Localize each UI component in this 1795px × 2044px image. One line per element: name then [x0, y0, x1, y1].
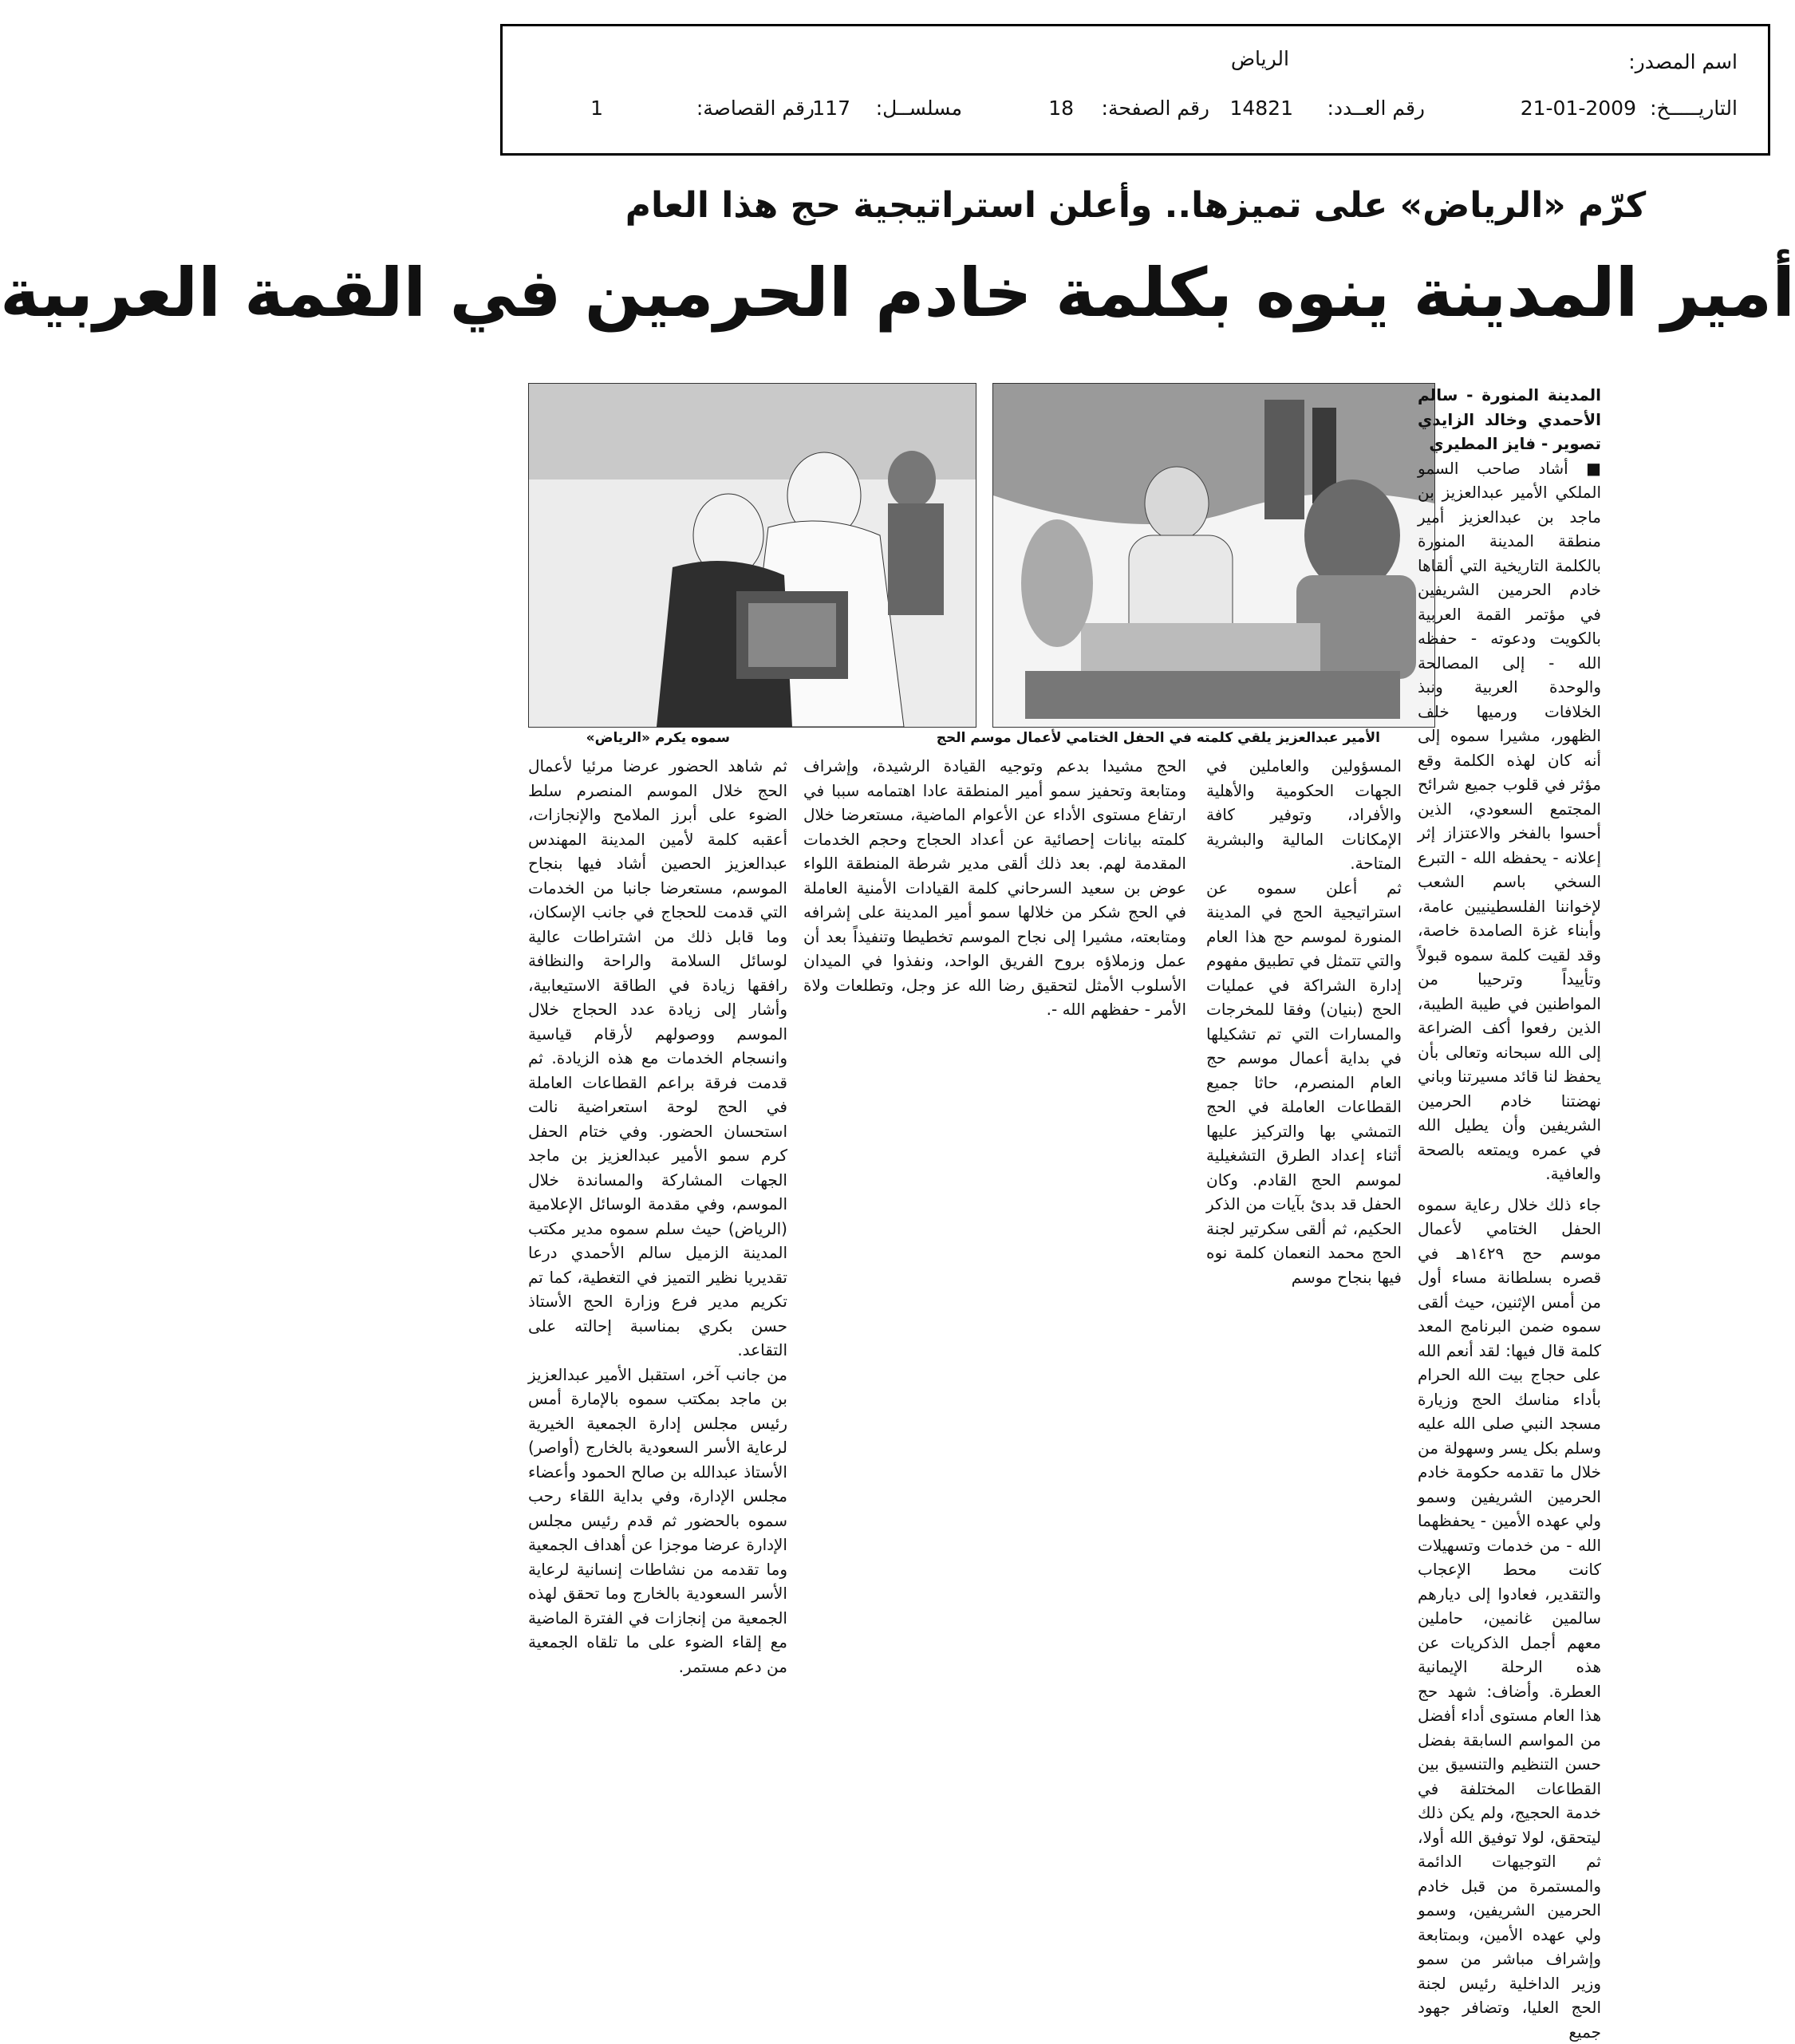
issue-label: رقم العــدد:: [1327, 97, 1425, 120]
col2-paragraph-1: المسؤولين والعاملين في الجهات الحكومية والأهلية والأفراد، وتوفير كافة الإمكانات المالية والبشرية المتاحة.: [1206, 754, 1402, 876]
article-column-2: [1206, 754, 1402, 1033]
col1-paragraph-2: جاء ذلك خلال رعاية سموه الحفل الختامي لأعمال موسم حج ١٤٢٩هـ في قصره بسلطانة مساء أول من أمس الإثنين، حيث ألقى سموه ضمن البرنامج المعد كلمة قال فيها: لقد أنعم الله على حجاج بيت الله الحرام بأداء مناسك الحج وزيارة مسجد النبي صلى الله عليه وسلم بكل يسر وسهولة من خلال ما تقدمه حكومة خادم الحرمين الشريفين وسمو ولي عهده الأمين - يحفظهما الله - من خدمات وتسهيلات كانت محط الإعجاب والتقدير، فعادوا إلى ديارهم سالمين غانمين، حاملين معهم أجمل الذكريات عن هذه الرحلة الإيمانية العطرة. وأضاف: شهد حج هذا العام مستوى أداء أفضل من المواسم السابقة بفضل حسن التنظيم والتنسيق بين القطاعات المختلفة في خدمة الحجيج، ولم يكن ذلك ليتحقق، لولا توفيق الله أولا، ثم التوجيهات الدائمة والمستمرة من قبل خادم الحرمين الشريفين، وسمو ولي عهده الأمين، وبمتابعة وإشراف مباشر من سمو وزير الداخلية رئيس لجنة الحج العليا، وتضافر جهود جميع: [1418, 1193, 1601, 2044]
serial-value: 117: [812, 97, 850, 120]
article-column-4: [528, 754, 787, 1791]
source-name: الرياض: [1231, 47, 1289, 70]
page-value: 18: [1048, 97, 1074, 120]
clip-value: 1: [590, 97, 603, 120]
clip-label: رقم القصاصة:: [696, 97, 815, 120]
source-label: اسم المصدر:: [1628, 50, 1738, 73]
col2-paragraph-2: ثم أعلن سموه عن استراتيجية الحج في المدينة المنورة لموسم حج هذا العام والتي تتمثل في تطبيق مفهوم إدارة الشراكة في عمليات الحج (بنيان) وفقا للمخرجات والمسارات التي تم تشكيلها في بداية أعمال موسم حج العام المنصرم، حاثا جميع القطاعات العاملة في الحج التمشي بها والتركيز عليها أثناء إعداد الطرق التشغيلية لموسم الحج القادم. وكان الحفل قد بدئ بآيات من الذكر الحكيم، ثم ألقى سكرتير لجنة الحج محمد النعمان كلمة نوه فيها بنجاح موسم: [1206, 876, 1402, 1290]
col3-paragraph-1: الحج مشيدا بدعم وتوجيه القيادة الرشيدة، وإشراف ومتابعة وتحفيز سمو أمير المنطقة عادا اهتمامه سببا في ارتفاع مستوى الأداء عن الأعوام الماضية، مستعرضا خلال كلمته بيانات إحصائية عن أعداد الحجاج وحجم الخدمات المقدمة لهم. بعد ذلك ألقى مدير شرطة المنطقة اللواء عوض بن سعيد السرحاني كلمة القيادات الأمنية العاملة في الحج شكر من خلالها سمو أمير المدينة على إشرافه ومتابعته، مشيرا إلى نجاح الموسم تخطيطا وتنفيذاً بعد أن عمل وزملاؤه بروح الفريق الواحد، ونفذوا في الميدان الأسلوب الأمثل لتحقيق رضا الله عز وجل، وتطلعات ولاة الأمر - حفظهم الله -.: [803, 754, 1186, 1022]
article-kicker: كرّم «الرياض» على تميزها.. وأعلن استراتيجية حج هذا العام: [476, 185, 1795, 226]
issue-value: 14821: [1229, 97, 1293, 120]
photo-ceremony: [992, 383, 1435, 728]
col4-paragraph-2: من جانب آخر، استقبل الأمير عبدالعزيز بن ماجد بمكتب سموه بالإمارة أمس رئيس مجلس إدارة الجمعية الخيرية لرعاية الأسر السعودية بالخارج (أواصر) الأستاذ عبدالله بن صالح الحمود وأعضاء مجلس الإدارة، وفي بداية اللقاء رحب سموه بالحضور ثم قدم رئيس مجلس الإدارة عرضا موجزا عن أهداف الجمعية وما تقدمه من نشاطات إنسانية لرعاية الأسر السعودية بالخارج وما تحقق لهذه الجمعية من إنجازات في الفترة الماضية مع إلقاء الضوء على ما تلقاه الجمعية من دعم مستمر.: [528, 1363, 787, 1679]
page-label: رقم الصفحة:: [1102, 97, 1209, 120]
article-byline: المدينة المنورة - سالم الأحمدي وخالد الزايدي تصوير - فايز المطيري: [1418, 383, 1601, 456]
col4-paragraph-1: ثم شاهد الحضور عرضا مرئيا لأعمال الحج خلال الموسم المنصرم سلط الضوء على أبرز الملامح والإنجازات، أعقبه كلمة لأمين المدينة المهندس عبدالعزيز الحصين أشاد فيها بنجاح الموسم، مستعرضا جانبا من الخدمات التي قدمت للحجاج في جانب الإسكان، وما قابل ذلك من اشتراطات عالية لوسائل السلامة والراحة والنظافة رافقها زيادة في الطاقة الاستيعابية، وأشار إلى زيادة عدد الحجاج خلال الموسم ووصولهم لأرقام قياسية وانسجام الخدمات مع هذه الزيادة. ثم قدمت فرقة براعم القطاعات العاملة في الحج لوحة استعراضية نالت استحسان الحضور. وفي ختام الحفل كرم سمو الأمير عبدالعزيز بن ماجد الجهات المشاركة والمساندة خلال الموسم، وفي مقدمة الوسائل الإعلامية (الرياض) حيث سلم سموه مدير مكتب المدينة الزميل سالم الأحمدي درعا تقديريا نظير التميز في التغطية، كما تم تكريم مدير فرع وزارة الحج الأستاذ حسن بكري بمناسبة إحالته على التقاعد.: [528, 754, 787, 1363]
photo-caption-left: سموه يكرم «الرياض»: [586, 730, 730, 746]
photo-caption-center: الأمير عبدالعزيز يلقي كلمته في الحفل الختامي لأعمال موسم الحج: [937, 730, 1380, 746]
article-headline: أمير المدينة ينوه بكلمة خادم الحرمين في القمة العربية: [476, 254, 1795, 332]
date-label: التاريـــــخ:: [1650, 97, 1738, 120]
date-value: 21-01-2009: [1521, 97, 1636, 120]
photo-honoring: [528, 383, 976, 728]
article-column-1: [1418, 383, 1601, 1803]
serial-label: مسلســل:: [876, 97, 962, 120]
clipping-header: [500, 24, 1770, 156]
col1-paragraph-1: ■ أشاد صاحب السمو الملكي الأمير عبدالعزيز بن ماجد بن عبدالعزيز أمير منطقة المدينة المنورة بالكلمة التاريخية التي ألقاها خادم الحرمين الشريفين في مؤتمر القمة العربية بالكويت ودعوته - حفظه الله - إلى المصالحة والوحدة العربية ونبذ الخلافات ورميها خلف الظهور، مشيرا سموه إلى أنه كان لهذه الكلمة وقع مؤثر في قلوب جميع شرائح المجتمع السعودي، الذين أحسوا بالفخر والاعتزاز إثر إعلانه - يحفظه الله - التبرع السخي باسم الشعب لإخواننا الفلسطينيين عامة، وأبناء غزة الصامدة خاصة، وقد لقيت كلمة سموه قبولاً وتأييداً وترحيبا من المواطنين في طيبة الطيبة، الذين رفعوا أكف الضراعة إلى الله سبحانه وتعالى بأن يحفظ لنا قائد مسيرتنا وباني نهضتنا خادم الحرمين الشريفين وأن يطيل الله في عمره ويمتعه بالصحة والعافية.: [1418, 456, 1601, 1186]
article-column-3: [803, 754, 1186, 1057]
